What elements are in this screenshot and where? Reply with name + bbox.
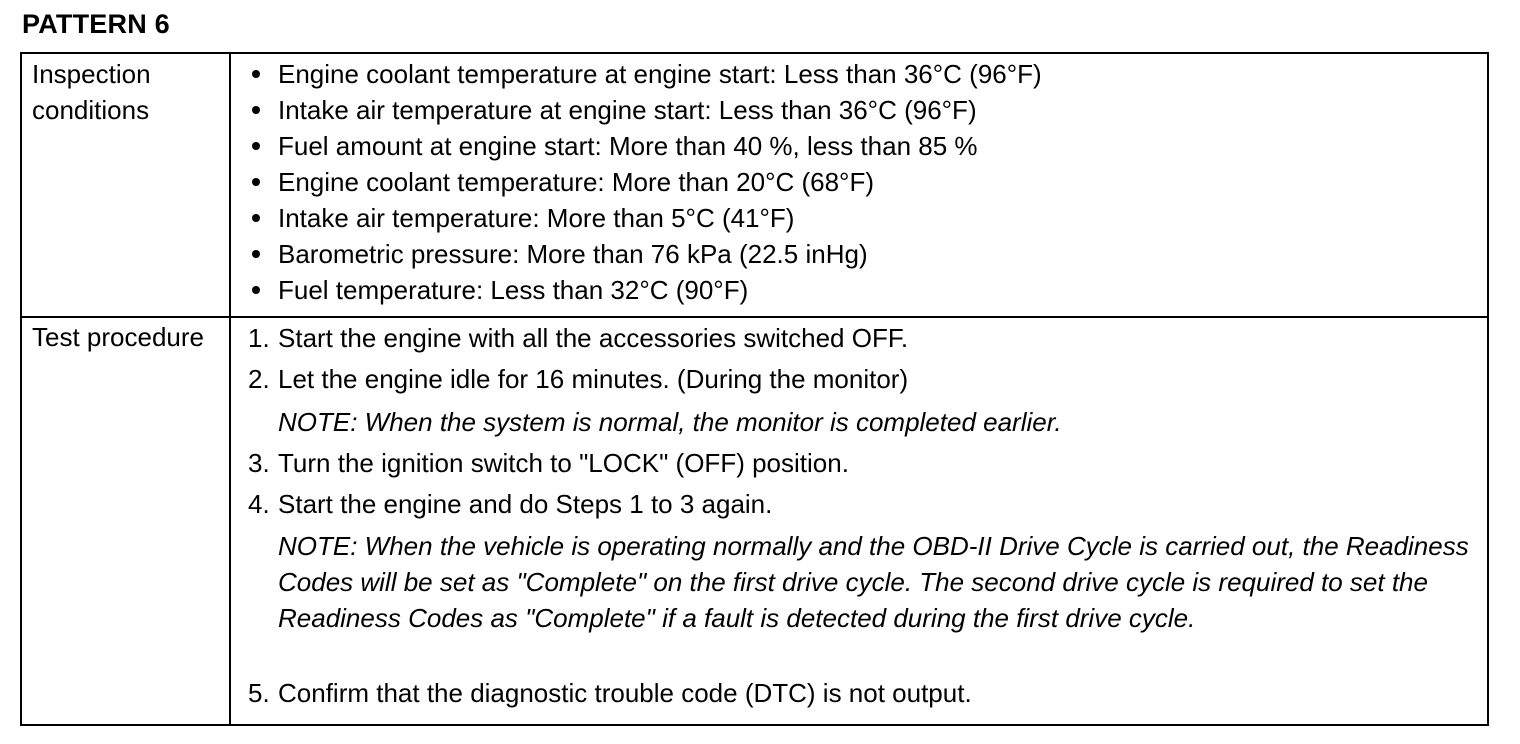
column-divider <box>229 318 231 724</box>
step-text: Confirm that the diagnostic trouble code (DTC) is not output. <box>278 678 972 708</box>
condition-item <box>248 92 1477 128</box>
condition-item <box>248 164 1477 200</box>
page-title: PATTERN 6 <box>22 9 170 39</box>
procedure-note: NOTE: When the system is normal, the monitor is completed earlier. <box>278 407 1062 437</box>
inspection-conditions-row <box>22 54 1487 318</box>
test-procedure-row <box>22 318 1487 724</box>
condition-list <box>248 56 1477 308</box>
condition-item <box>248 272 1477 308</box>
inspection-conditions-label: Inspection conditions <box>32 59 151 125</box>
condition-text: Fuel amount at engine start: More than 40 %, less than 85 % <box>278 131 978 161</box>
bullet-icon <box>252 106 260 114</box>
inspection-conditions-content <box>248 56 1477 308</box>
step-text: Let the engine idle for 16 minutes. (During the monitor) <box>278 364 909 394</box>
procedure-step <box>248 320 1477 361</box>
step-number: 4. <box>248 489 270 519</box>
procedure-step <box>248 445 1477 486</box>
condition-text: Engine coolant temperature at engine start: Less than 36°C (96°F) <box>278 59 1042 89</box>
test-procedure-label: Test procedure <box>32 322 204 352</box>
step-number: 3. <box>248 448 270 478</box>
bullet-icon <box>252 250 260 258</box>
step-text: Start the engine with all the accessories switched OFF. <box>278 323 909 353</box>
procedure-note: NOTE: When the vehicle is operating normally and the OBD-II Drive Cycle is carried out, the Readiness Codes will be set as "Complete" on the first drive cycle. The second drive cycle is required to set the Readiness Codes as "Complete" if a fault is detected during the first drive cycle. <box>278 531 1469 633</box>
condition-text: Engine coolant temperature: More than 20°C (68°F) <box>278 167 874 197</box>
bullet-icon <box>252 214 260 222</box>
condition-item <box>248 236 1477 272</box>
condition-text: Intake air temperature: More than 5°C (41°F) <box>278 203 795 233</box>
bullet-icon <box>252 70 260 78</box>
procedure-table <box>20 52 1489 726</box>
condition-item <box>248 128 1477 164</box>
condition-item <box>248 200 1477 236</box>
step-text: Start the engine and do Steps 1 to 3 again. <box>278 489 773 519</box>
condition-text: Intake air temperature at engine start: Less than 36°C (96°F) <box>278 95 977 125</box>
column-divider <box>229 54 231 316</box>
procedure-step <box>248 361 1477 404</box>
procedure-step <box>248 486 1477 528</box>
bullet-icon <box>252 178 260 186</box>
bullet-icon <box>252 142 260 150</box>
step-text: Turn the ignition switch to "LOCK" (OFF) position. <box>278 448 849 478</box>
condition-text: Fuel temperature: Less than 32°C (90°F) <box>278 275 749 305</box>
procedure-step <box>248 675 1477 711</box>
bullet-icon <box>252 286 260 294</box>
step-number: 2. <box>248 364 270 394</box>
step-number: 5. <box>248 678 270 708</box>
step-number: 1. <box>248 323 270 353</box>
test-procedure-content <box>248 320 1477 711</box>
condition-text: Barometric pressure: More than 76 kPa (22.5 inHg) <box>278 239 868 269</box>
condition-item <box>248 56 1477 92</box>
